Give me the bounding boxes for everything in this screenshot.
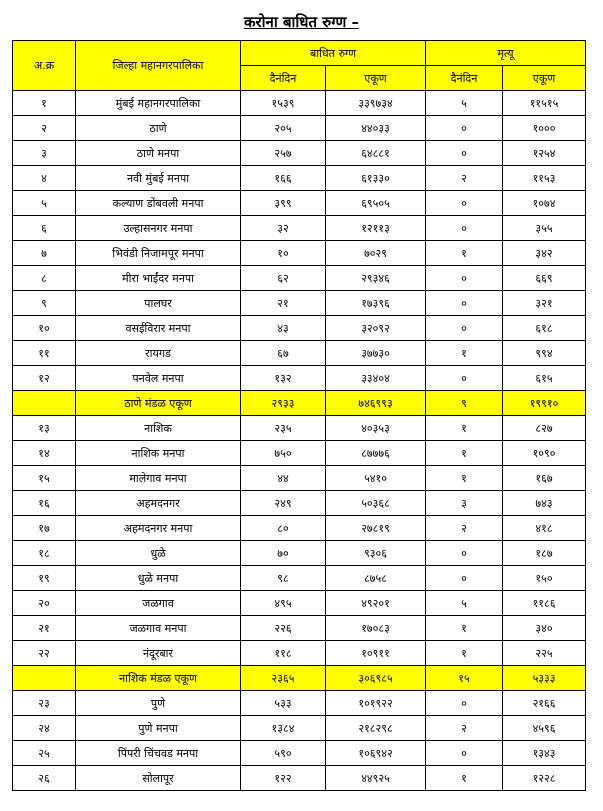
table-row [13, 166, 586, 191]
cell-sr: १२ [13, 366, 76, 391]
cell-affected-daily: ४९५ [241, 591, 326, 616]
table-row [13, 616, 586, 641]
cell-deaths-total: ५३३३ [503, 666, 586, 691]
cell-affected-total: ३३९७३४ [326, 91, 426, 116]
cell-affected-daily: ३९९ [241, 191, 326, 216]
header-district: जिल्हा महानगरपालिका [76, 41, 241, 91]
table-row [13, 341, 586, 366]
cell-district: भिवंडी निजामपूर मनपा [76, 241, 241, 266]
cell-affected-total: ५०३६८ [326, 491, 426, 516]
cell-sr: १ [13, 91, 76, 116]
cell-district: नाशिक मनपा [76, 441, 241, 466]
cell-affected-daily: ४३ [241, 316, 326, 341]
cell-affected-total: ४०३५३ [326, 416, 426, 441]
header-deaths-daily: दैनंदिन [426, 66, 503, 91]
table-row [13, 591, 586, 616]
cell-affected-total: १०९११ [326, 641, 426, 666]
cell-deaths-daily: ५ [426, 591, 503, 616]
cell-deaths-total: १००० [503, 116, 586, 141]
cell-deaths-daily: ० [426, 116, 503, 141]
cell-district: अहमदनगर मनपा [76, 516, 241, 541]
cell-deaths-daily: ० [426, 691, 503, 716]
table-row [13, 416, 586, 441]
cell-deaths-daily: २ [426, 716, 503, 741]
cell-deaths-daily: १ [426, 341, 503, 366]
cell-district: नाशिक मंडळ एकूण [76, 666, 241, 691]
table-row [13, 441, 586, 466]
cell-affected-total: ६४८८१ [326, 141, 426, 166]
cell-affected-daily: १३२ [241, 366, 326, 391]
cell-deaths-daily: १ [426, 766, 503, 791]
cell-sr: ३ [13, 141, 76, 166]
cell-sr: २० [13, 591, 76, 616]
cell-deaths-total: १९९१० [503, 391, 586, 416]
cell-district: पुणे मनपा [76, 716, 241, 741]
cell-deaths-daily: ० [426, 216, 503, 241]
cell-affected-daily: २०५ [241, 116, 326, 141]
cell-deaths-daily: ० [426, 741, 503, 766]
cell-deaths-total: ६१५ [503, 366, 586, 391]
cell-affected-daily: ७५० [241, 441, 326, 466]
cell-district: मीरा भाईंदर मनपा [76, 266, 241, 291]
header-affected-total: एकूण [326, 66, 426, 91]
cell-deaths-daily: १ [426, 416, 503, 441]
cell-deaths-daily: ० [426, 566, 503, 591]
cell-affected-total: ४४९२५ [326, 766, 426, 791]
cell-affected-daily: ७० [241, 541, 326, 566]
cell-affected-daily: ६७ [241, 341, 326, 366]
cell-sr: २२ [13, 641, 76, 666]
cell-deaths-daily: १ [426, 641, 503, 666]
cell-deaths-total: ११५३ [503, 166, 586, 191]
cell-affected-total: १०१९२२ [326, 691, 426, 716]
cell-affected-total: ६९५०५ [326, 191, 426, 216]
cell-affected-daily: २३६५ [241, 666, 326, 691]
cell-sr: २४ [13, 716, 76, 741]
cell-affected-total: ३३४०४ [326, 366, 426, 391]
cell-deaths-total: ७४३ [503, 491, 586, 516]
cell-affected-total: १७०८३ [326, 616, 426, 641]
cell-district: जळगाव [76, 591, 241, 616]
cell-sr: ७ [13, 241, 76, 266]
cell-sr: १४ [13, 441, 76, 466]
cell-deaths-total: १२२८ [503, 766, 586, 791]
cell-sr: ११ [13, 341, 76, 366]
cell-sr: २३ [13, 691, 76, 716]
cell-deaths-daily: २ [426, 166, 503, 191]
cell-deaths-total: ९९४ [503, 341, 586, 366]
cell-deaths-daily: २ [426, 516, 503, 541]
cell-affected-daily: ५९० [241, 741, 326, 766]
header-sr: अ.क्र [13, 41, 76, 91]
table-row [13, 491, 586, 516]
cell-sr: १० [13, 316, 76, 341]
cell-affected-total: ४९२०१ [326, 591, 426, 616]
cell-sr: २६ [13, 766, 76, 791]
cell-sr: १७ [13, 516, 76, 541]
header-affected-daily: दैनंदिन [241, 66, 326, 91]
cell-affected-total: ७४६९९३ [326, 391, 426, 416]
cell-district: नंदूरबार [76, 641, 241, 666]
cell-district: अहमदनगर [76, 491, 241, 516]
cell-district: धुळे [76, 541, 241, 566]
cell-deaths-daily: ० [426, 366, 503, 391]
cell-sr: ६ [13, 216, 76, 241]
table-header [13, 41, 586, 91]
cell-deaths-daily: १५ [426, 666, 503, 691]
cell-deaths-daily: १ [426, 241, 503, 266]
cell-sr: १५ [13, 466, 76, 491]
cell-affected-daily: ५३३ [241, 691, 326, 716]
cell-district: पालघर [76, 291, 241, 316]
cell-sr: २१ [13, 616, 76, 641]
table-row [13, 216, 586, 241]
cell-sr: ८ [13, 266, 76, 291]
cell-affected-total: ७०२९ [326, 241, 426, 266]
cell-district: नाशिक [76, 416, 241, 441]
cell-deaths-total: ६६९ [503, 266, 586, 291]
table-row [13, 91, 586, 116]
cell-district: रायगड [76, 341, 241, 366]
cell-district: मुंबई महानगरपालिका [76, 91, 241, 116]
cell-sr: ४ [13, 166, 76, 191]
cell-affected-daily: ११८ [241, 641, 326, 666]
table-row [13, 766, 586, 791]
cell-district: कल्याण डोंबवली मनपा [76, 191, 241, 216]
table-row [13, 291, 586, 316]
table-row [13, 316, 586, 341]
cell-affected-daily: १५३९ [241, 91, 326, 116]
cell-deaths-total: ११८६ [503, 591, 586, 616]
cell-deaths-daily: ० [426, 316, 503, 341]
cell-deaths-total: २२५ [503, 641, 586, 666]
cell-sr: ५ [13, 191, 76, 216]
cell-deaths-daily: १ [426, 441, 503, 466]
table-row [13, 141, 586, 166]
cell-deaths-daily: ५ [426, 91, 503, 116]
cell-district: ठाणे मंडळ एकूण [76, 391, 241, 416]
cell-deaths-total: १३४३ [503, 741, 586, 766]
cell-affected-daily: २४९ [241, 491, 326, 516]
table-row [13, 116, 586, 141]
cell-affected-total: १०६९४२ [326, 741, 426, 766]
cell-affected-total: ३०६९८५ [326, 666, 426, 691]
cell-district: पुणे [76, 691, 241, 716]
cell-affected-total: १२११३ [326, 216, 426, 241]
cell-deaths-daily: १ [426, 616, 503, 641]
cell-affected-daily: ८० [241, 516, 326, 541]
cell-district: वसईविरार मनपा [76, 316, 241, 341]
cell-deaths-total: १२५४ [503, 141, 586, 166]
table-row [13, 641, 586, 666]
cell-affected-daily: १२२ [241, 766, 326, 791]
cell-deaths-total: १०७४ [503, 191, 586, 216]
cell-district: जळगाव मनपा [76, 616, 241, 641]
table-body [13, 91, 586, 791]
cell-deaths-total: १६७ [503, 466, 586, 491]
cell-deaths-total: ३४२ [503, 241, 586, 266]
cell-affected-total: ८७७७६ [326, 441, 426, 466]
cell-affected-total: ३७७३० [326, 341, 426, 366]
cell-affected-total: २९३४६ [326, 266, 426, 291]
cell-deaths-daily: ० [426, 541, 503, 566]
cell-affected-daily: १६६ [241, 166, 326, 191]
cell-deaths-total: ११५१५ [503, 91, 586, 116]
cell-deaths-total: ३२१ [503, 291, 586, 316]
cell-deaths-daily: ० [426, 266, 503, 291]
cell-affected-daily: ६२ [241, 266, 326, 291]
header-deaths-total: एकूण [503, 66, 586, 91]
cell-deaths-daily: ९ [426, 391, 503, 416]
cell-deaths-daily: ३ [426, 491, 503, 516]
cell-affected-total: ८७५८ [326, 566, 426, 591]
covid-cases-table [12, 40, 586, 791]
cell-affected-daily: १३८४ [241, 716, 326, 741]
cell-affected-total: ९३०६ [326, 541, 426, 566]
cell-affected-daily: २२६ [241, 616, 326, 641]
cell-affected-total: ५४१० [326, 466, 426, 491]
cell-district: धुळे मनपा [76, 566, 241, 591]
cell-affected-daily: २३५ [241, 416, 326, 441]
cell-deaths-total: ४१८ [503, 516, 586, 541]
cell-deaths-total: १०९० [503, 441, 586, 466]
cell-affected-daily: ९८ [241, 566, 326, 591]
cell-deaths-total: ६१८ [503, 316, 586, 341]
cell-sr: १६ [13, 491, 76, 516]
cell-district: ठाणे मनपा [76, 141, 241, 166]
cell-affected-total: ३२०९२ [326, 316, 426, 341]
cell-deaths-daily: ० [426, 141, 503, 166]
cell-district: पिंपरी चिंचवड मनपा [76, 741, 241, 766]
cell-district: सोलापूर [76, 766, 241, 791]
cell-affected-daily: २५७ [241, 141, 326, 166]
cell-sr: ९ [13, 291, 76, 316]
cell-sr: २५ [13, 741, 76, 766]
page-title: करोना बाधित रुग्ण – [243, 13, 360, 31]
header-affected: बाधित रुग्ण [241, 41, 426, 66]
cell-sr [13, 666, 76, 691]
cell-affected-total: १७३९६ [326, 291, 426, 316]
cell-deaths-daily: १ [426, 466, 503, 491]
cell-affected-total: ४४०३३ [326, 116, 426, 141]
cell-deaths-daily: ० [426, 291, 503, 316]
cell-sr: १३ [13, 416, 76, 441]
subtotal-row [13, 391, 586, 416]
cell-affected-daily: १० [241, 241, 326, 266]
cell-affected-daily: ३२ [241, 216, 326, 241]
cell-affected-total: २७८१९ [326, 516, 426, 541]
cell-affected-daily: २९३३ [241, 391, 326, 416]
cell-district: नवी मुंबई मनपा [76, 166, 241, 191]
cell-deaths-total: ८२७ [503, 416, 586, 441]
cell-deaths-total: २१६६ [503, 691, 586, 716]
cell-sr [13, 391, 76, 416]
cell-affected-total: ६१३३० [326, 166, 426, 191]
cell-sr: १९ [13, 566, 76, 591]
table-row [13, 566, 586, 591]
cell-deaths-total: १५० [503, 566, 586, 591]
subtotal-row [13, 666, 586, 691]
table-row [13, 191, 586, 216]
table-row [13, 241, 586, 266]
cell-affected-total: २१८२९८ [326, 716, 426, 741]
cell-sr: १८ [13, 541, 76, 566]
cell-deaths-total: १८७ [503, 541, 586, 566]
table-row [13, 716, 586, 741]
table-row [13, 466, 586, 491]
cell-affected-daily: ४४ [241, 466, 326, 491]
cell-deaths-daily: ० [426, 191, 503, 216]
table-row [13, 691, 586, 716]
table-row [13, 366, 586, 391]
cell-district: ठाणे [76, 116, 241, 141]
cell-deaths-total: ४५९६ [503, 716, 586, 741]
cell-deaths-total: ३५५ [503, 216, 586, 241]
cell-sr: २ [13, 116, 76, 141]
cell-district: उल्हासनगर मनपा [76, 216, 241, 241]
cell-district: मालेगाव मनपा [76, 466, 241, 491]
table-row [13, 541, 586, 566]
cell-district: पनवेल मनपा [76, 366, 241, 391]
header-deaths: मृत्यू [426, 41, 586, 66]
cell-affected-daily: २१ [241, 291, 326, 316]
table-row [13, 741, 586, 766]
table-row [13, 266, 586, 291]
cell-deaths-total: ३४० [503, 616, 586, 641]
table-row [13, 516, 586, 541]
